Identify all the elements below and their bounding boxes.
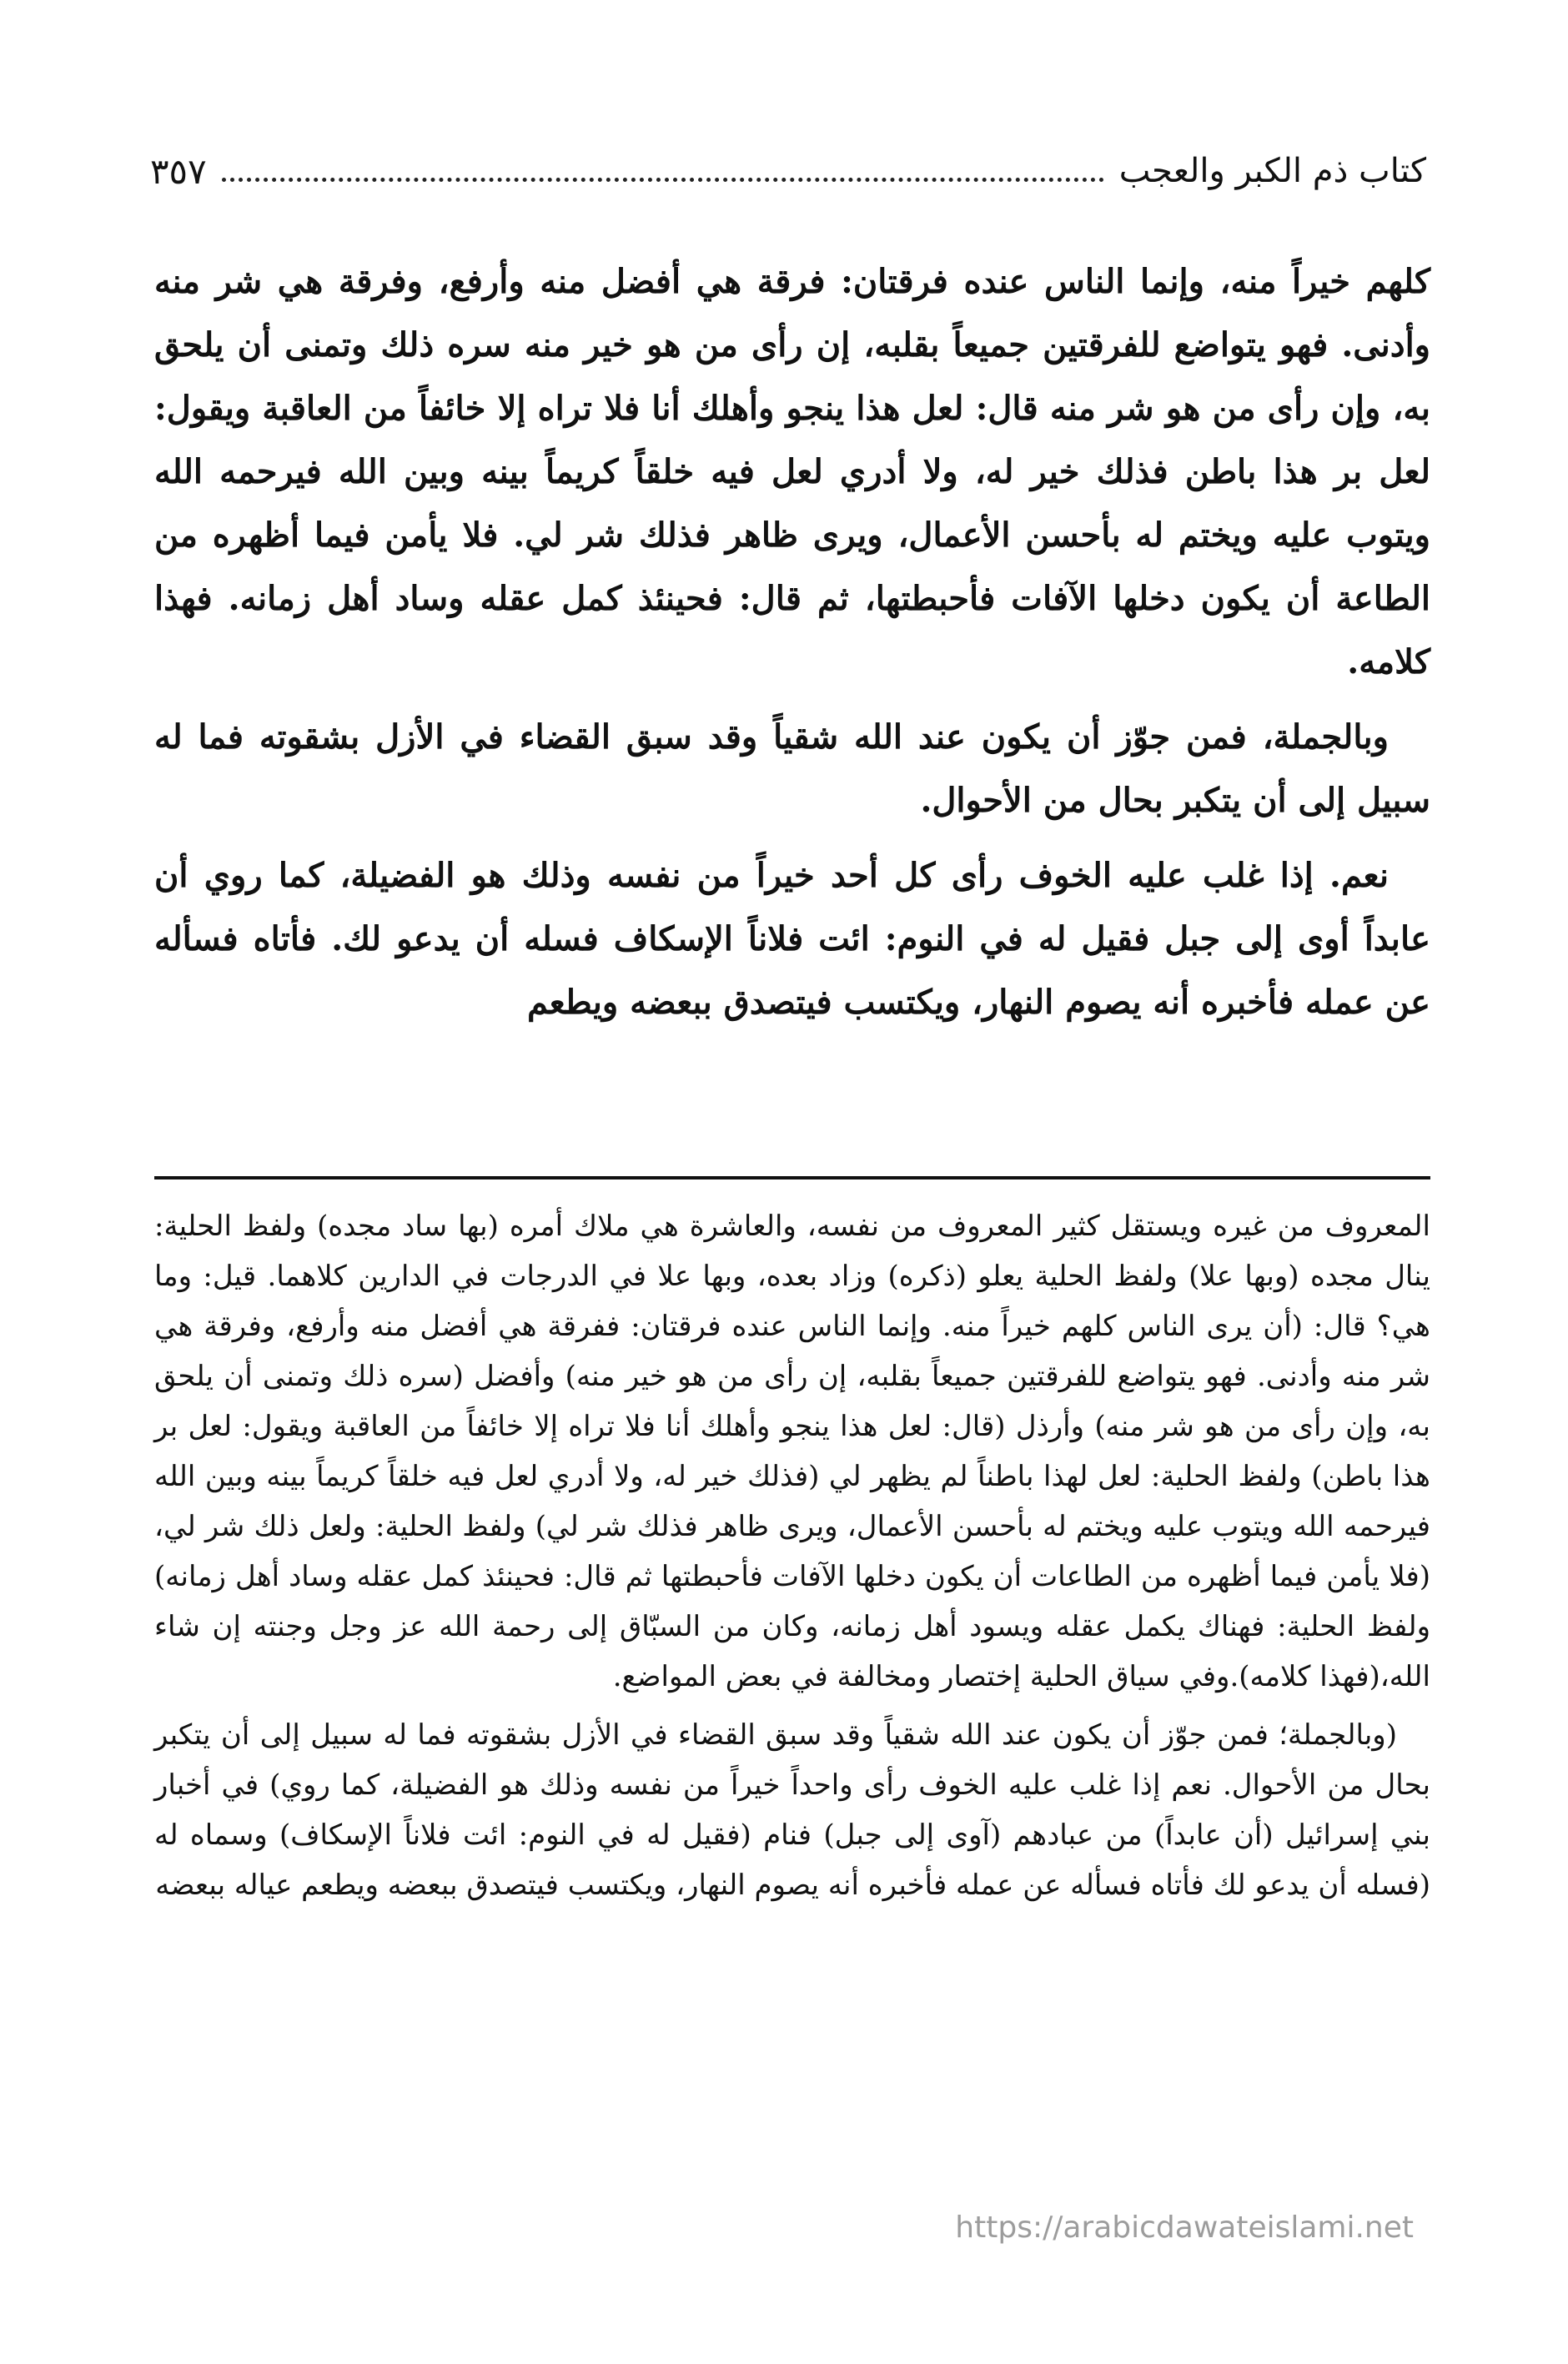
page-number: ٣٥٧	[150, 150, 207, 192]
watermark-url: https://arabicdawateislami.net	[955, 2211, 1414, 2245]
commentary-paragraph: (وبالجملة؛ فمن جوّز أن يكون عند الله شقياً وقد سبق القضاء في الأزل بشقوته فما له سبيل إلى أن يتكبر بحال من الأحوال. نعم إذا غلب عليه الخوف رأى واحداً خيراً من نفسه وذلك هو الفضيلة، كما روي) في أخبار بني إسرائيل (أن عابداً) من عبادهم (آوى إلى جبل) فنام (فقيل له في النوم: ائت فلاناً الإسكاف) وسماه له (فسله أن يدعو لك فأتاه فسأله عن عمله فأخبره أنه يصوم النهار، ويكتسب فيتصدق ببعضه ويطعم عياله ببعضه	[154, 1718, 1430, 1902]
chapter-title: كتاب ذم الكبر والعجب	[1118, 152, 1426, 190]
leader-dots	[222, 174, 1104, 182]
main-paragraph: نعم. إذا غلب عليه الخوف رأى كل أحد خيراً من نفسه وذلك هو الفضيلة، كما روي أن عابداً أوى إلى جبل فقيل له في النوم: ائت فلاناً الإسكاف فسله أن يدعو لك. فأتاه فسأله عن عمله فأخبره أنه يصوم النهار، ويكتسب فيتصدق ببعضه ويطعم	[154, 856, 1430, 1022]
main-text	[154, 250, 1430, 1046]
main-paragraph: كلهم خيراً منه، وإنما الناس عنده فرقتان: فرقة هي أفضل منه وأرفع، وفرقة هي شر منه وأدنى. فهو يتواضع للفرقتين جميعاً بقلبه، إن رأى من هو خير منه سره ذلك وتمنى أن يلحق به، وإن رأى من هو شر منه قال: لعل هذا ينجو وأهلك أنا فلا تراه إلا خائفاً من العاقبة ويقول: لعل بر هذا باطن فذلك خير له، ولا أدري لعل فيه خلقاً كريماً بينه وبين الله فيرحمه الله ويتوب عليه ويختم له بأحسن الأعمال، ويرى ظاهر فذلك شر لي. فلا يأمن فيما أظهره من الطاعة أن يكون دخلها الآفات فأحبطتها، ثم قال: فحينئذ كمل عقله وساد أهل زمانه. فهذا كلامه.	[154, 262, 1431, 682]
main-paragraph: وبالجملة، فمن جوّز أن يكون عند الله شقياً وقد سبق القضاء في الأزل بشقوته فما له سبيل إلى أن يتكبر بحال من الأحوال.	[154, 717, 1430, 820]
commentary-paragraph: المعروف من غيره ويستقل كثير المعروف من نفسه، والعاشرة هي ملاك أمره (بها ساد مجده) ولفظ الحلية: ينال مجده (وبها علا) ولفظ الحلية يعلو (ذكره) وزاد بعده، وبها علا في الدرجات في الدارين كلاهما. قيل: وما هي؟ قال: (أن يرى الناس كلهم خيراً منه. وإنما الناس عنده فرقتان: ففرقة هي أفضل منه وأرفع، وفرقة هي شر منه وأدنى. فهو يتواضع للفرقتين جميعاً بقلبه، إن رأى من هو خير منه) وأفضل (سره ذلك وتمنى أن يلحق به، وإن رأى من هو شر منه) وأرذل (قال: لعل هذا ينجو وأهلك أنا فلا تراه إلا خائفاً من العاقبة ويقول: لعل بر هذا باطن) ولفظ الحلية: لعل لهذا باطناً لم يظهر لي (فذلك خير له، ولا أدري لعل فيه خلقاً كريماً بينه وبين الله فيرحمه الله ويتوب عليه ويختم له بأحسن الأعمال، ويرى ظاهر فذلك شر لي) ولفظ الحلية: ولعل ذلك شر لي، (فلا يأمن فيما أظهره من الطاعات أن يكون دخلها الآفات فأحبطتها ثم قال: فحينئذ كمل عقله وساد أهل زمانه) ولفظ الحلية: فهناك يكمل عقله ويسود أهل زمانه، وكان من السبّاق إلى رحمة الله عز وجل وجنته إن شاء الله،(فهذا كلامه).وفي سياق الحلية إختصار ومخالفة في بعض المواضع.	[154, 1210, 1430, 1693]
footnote-divider	[154, 1176, 1430, 1179]
commentary-text	[154, 1201, 1430, 1919]
running-header	[150, 142, 1426, 200]
